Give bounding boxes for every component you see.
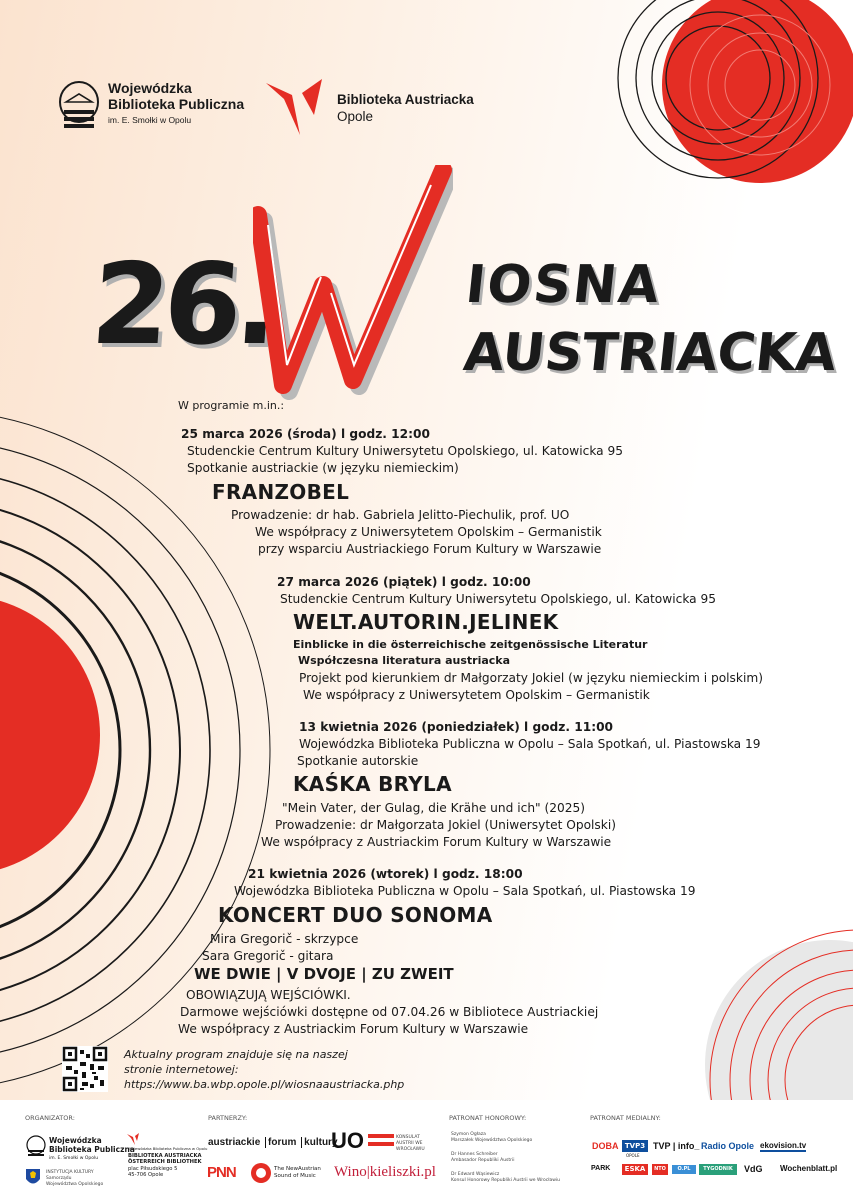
event3-d2: Prowadzenie: dr Małgorzata Jokiel (Uniwersytet Opolski) bbox=[275, 818, 616, 832]
event2-d2: We współpracy z Uniwersytetem Opolskim – Germanistik bbox=[303, 688, 650, 702]
partner-af-2: forum bbox=[268, 1137, 297, 1148]
new-austrian-icon bbox=[250, 1162, 272, 1184]
footer-inst-l3: Województwa Opolskiego bbox=[46, 1182, 104, 1187]
media-label: PATRONAT MEDIALNY: bbox=[590, 1114, 661, 1122]
media-radio-park[interactable]: PARK bbox=[591, 1165, 611, 1172]
web-line1: Aktualny program znajduje się na naszej bbox=[124, 1048, 348, 1061]
organizer-label: ORGANIZATOR: bbox=[25, 1114, 75, 1122]
honorary-1-role: Marszałek Województwa Opolskiego bbox=[451, 1138, 533, 1143]
event2-place: Studenckie Centrum Kultury Uniwersytetu Opolskiego, ul. Katowicka 95 bbox=[280, 592, 717, 606]
event3-place: Wojewódzka Biblioteka Publiczna w Opolu – Sala Spotkań, ul. Piastowska 19 bbox=[299, 737, 761, 751]
wbp-logo-text bbox=[108, 80, 244, 128]
media-vdg[interactable]: VdG bbox=[744, 1164, 763, 1174]
voivodeship-crest-icon bbox=[25, 1168, 41, 1188]
partner-af-3: kultury bbox=[304, 1137, 338, 1148]
media-radio-opole[interactable]: Radio Opole bbox=[701, 1141, 755, 1151]
footer-ba-l4: plac Piłsudskiego 5 bbox=[128, 1165, 178, 1172]
event4-place: Wojewódzka Biblioteka Publiczna w Opolu – Sala Spotkań, ul. Piastowska 19 bbox=[234, 884, 696, 898]
media-ekovision[interactable]: ekovision.tv bbox=[760, 1141, 807, 1150]
honorary-1-name: Szymon Ogłaza bbox=[451, 1132, 486, 1137]
footer-wbp-text bbox=[49, 1136, 135, 1163]
austria-flag-icon bbox=[368, 1134, 394, 1146]
event4-name: KONCERT DUO SONOMA bbox=[218, 903, 493, 927]
title-word2: AUSTRIACKA bbox=[460, 323, 840, 383]
event1-d1: Prowadzenie: dr hab. Gabriela Jelitto-Piechulik, prof. UO bbox=[231, 508, 570, 522]
web-line2: stronie internetowej: bbox=[124, 1063, 239, 1076]
event2-date: 27 marca 2026 (piątek) l godz. 10:00 bbox=[277, 575, 531, 589]
event4-p2: Sara Gregorič - gitara bbox=[202, 949, 334, 963]
event1-type: Spotkanie austriackie (w języku niemieckim) bbox=[187, 461, 459, 475]
web-url[interactable]: https://www.ba.wbp.opole.pl/wiosnaaustriacka.php bbox=[124, 1078, 405, 1091]
wbp-line1: Wojewódzka bbox=[108, 80, 192, 96]
event3-d3: We współpracy z Austriackim Forum Kultury w Warszawie bbox=[261, 835, 612, 849]
program-label: W programie m.in.: bbox=[178, 399, 285, 412]
honorary-2-name: Dr Hannes Schreiber bbox=[451, 1152, 498, 1157]
event4-p1: Mira Gregorič - skrzypce bbox=[210, 932, 359, 946]
wbp-line3: im. E. Smołki w Opolu bbox=[108, 115, 192, 125]
web-info bbox=[124, 1047, 404, 1092]
honorary-2-role: Ambasador Republiki Austrii bbox=[451, 1158, 515, 1163]
event4-subtitle: WE DWIE | V DVOJE | ZU ZWEIT bbox=[194, 965, 454, 983]
media-eska[interactable]: ESKA bbox=[622, 1164, 648, 1175]
partners-label: PARTNERZY: bbox=[208, 1114, 248, 1122]
footer-wbp-l2: Biblioteka Publiczna bbox=[49, 1145, 135, 1154]
partner-wino[interactable]: Wino|kieliszki.pl bbox=[334, 1164, 436, 1180]
event3-date: 13 kwietnia 2026 (poniedziałek) l godz. 11:00 bbox=[299, 720, 614, 734]
footer-ba-l5: 45-706 Opole bbox=[128, 1172, 164, 1178]
media-opl[interactable]: O.PL bbox=[672, 1165, 696, 1174]
media-tvp-info[interactable]: TVP | info_ bbox=[653, 1141, 700, 1151]
honorary-label: PATRONAT HONOROWY: bbox=[449, 1114, 527, 1122]
partner-austrian-forum[interactable] bbox=[208, 1137, 338, 1148]
footer-inst-l1: INSTYTUCJA KULTURY bbox=[46, 1170, 94, 1175]
media-wochenblatt[interactable]: Wochenblatt.pl bbox=[780, 1164, 838, 1173]
ba-logo-icon[interactable] bbox=[262, 75, 326, 141]
footer-wbp-l1: Wojewódzka bbox=[49, 1136, 102, 1145]
wbp-line2: Biblioteka Publiczna bbox=[108, 96, 245, 112]
event1-d2: We współpracy z Uniwersytetem Opolskim – Germanistik bbox=[255, 525, 602, 539]
event1-name: FRANZOBEL bbox=[212, 480, 350, 504]
event4-d1: OBOWIĄZUJĄ WEJŚCIÓWKI. bbox=[186, 988, 351, 1002]
event1-place: Studenckie Centrum Kultury Uniwersytetu Opolskiego, ul. Katowicka 95 bbox=[187, 444, 624, 458]
ba-line1: Biblioteka Austriacka bbox=[337, 92, 474, 107]
ba-line2: Opole bbox=[337, 109, 374, 124]
partner-af-1: austriackie bbox=[208, 1137, 261, 1148]
honorary-3-role: Konsul Honorowy Republiki Austrii we Wrocławiu bbox=[451, 1178, 561, 1183]
left-red-circle bbox=[0, 595, 100, 875]
media-tvp3[interactable]: TVP3 bbox=[622, 1140, 648, 1152]
media-tygodnik[interactable]: TYGODNIK bbox=[699, 1164, 737, 1175]
event4-d3: We współpracy z Austriackim Forum Kultury w Warszawie bbox=[178, 1022, 529, 1036]
event3-type: Spotkanie autorskie bbox=[297, 754, 419, 768]
ba-logo-text bbox=[337, 91, 474, 125]
event3-d1: "Mein Vater, der Gulag, die Krähe und ich" (2025) bbox=[282, 801, 586, 815]
title-letter-w bbox=[253, 165, 453, 400]
event2-name: WELT.AUTORIN.JELINEK bbox=[293, 610, 559, 634]
title-word1: IOSNA bbox=[462, 255, 664, 315]
footer-wbp-l3: im. E. Smołki w Opolu bbox=[49, 1156, 99, 1161]
partner-pnn[interactable]: PNN bbox=[207, 1164, 236, 1181]
event1-date: 25 marca 2026 (środa) l godz. 12:00 bbox=[181, 427, 430, 441]
partner-uo[interactable] bbox=[331, 1128, 364, 1154]
footer-ba-l3: ÖSTERREICH BIBLIOTHEK bbox=[128, 1159, 202, 1165]
media-doba[interactable]: DOBA bbox=[592, 1141, 619, 1151]
footer-ba-l2: BIBLIOTEKA AUSTRIACKA bbox=[128, 1152, 202, 1159]
event2-sub2: Współczesna literatura austriacka bbox=[298, 654, 511, 667]
event4-date: 21 kwietnia 2026 (wtorek) l godz. 18:00 bbox=[248, 867, 523, 881]
honorary-3-name: Dr Edward Wąsiewicz bbox=[451, 1172, 500, 1177]
media-nto[interactable]: NTO bbox=[652, 1164, 668, 1175]
title-number: 26. bbox=[87, 240, 277, 370]
event2-sub1: Einblicke in die österreichische zeitgenössische Literatur bbox=[293, 638, 648, 651]
footer-inst-text bbox=[46, 1170, 103, 1188]
honorary-1 bbox=[451, 1132, 532, 1144]
footer-inst-l2: Samorządu bbox=[46, 1176, 72, 1181]
footer-wbp-icon bbox=[25, 1135, 47, 1159]
honorary-3 bbox=[451, 1172, 560, 1184]
event2-d1: Projekt pod kierunkiem dr Małgorzaty Jokiel (w języku niemieckim i polskim) bbox=[299, 671, 763, 685]
footer-ba-text bbox=[128, 1146, 207, 1179]
event1-d3: przy wsparciu Austriackiego Forum Kultury w Warszawie bbox=[258, 542, 602, 556]
partner-new-austrian[interactable]: The NewAustrian Sound of Music bbox=[274, 1166, 321, 1179]
partner-consulate[interactable]: KONSULAT AUSTRII WE WROCŁAWIU bbox=[396, 1135, 425, 1152]
footer-ba-icon bbox=[126, 1132, 140, 1146]
qr-code[interactable] bbox=[62, 1046, 108, 1092]
event4-d2: Darmowe wejściówki dostępne od 07.04.26 w Bibliotece Austriackiej bbox=[180, 1005, 599, 1019]
event3-name: KAŚKA BRYLA bbox=[293, 772, 452, 796]
wbp-logo[interactable] bbox=[58, 80, 100, 136]
media-tvp3-opole: OPOLE bbox=[626, 1153, 640, 1158]
book-icon bbox=[58, 80, 100, 132]
partner-uo-text: UO bbox=[331, 1128, 364, 1153]
footer-ba-l1: Wojewódzka Biblioteka Publiczna w Opolu bbox=[128, 1146, 208, 1151]
honorary-2 bbox=[451, 1152, 515, 1164]
